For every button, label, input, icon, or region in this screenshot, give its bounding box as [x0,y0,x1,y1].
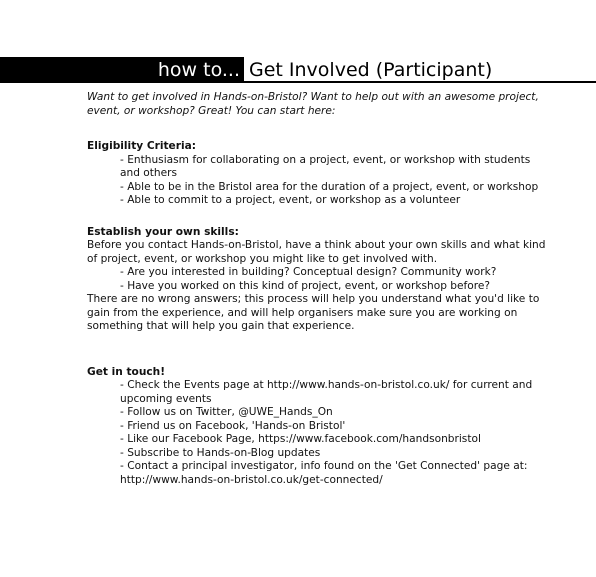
list-item: - Able to commit to a project, event, or workshop as a volunteer [120,194,461,206]
document-body [87,91,547,487]
title-black-block [0,57,244,83]
intro-text: Want to get involved in Hands-on-Bristol? Want to help out with an awesome project, event, or workshop? Great! You can start here: [87,91,539,117]
skills-intro: Before you contact Hands-on-Bristol, have a think about your own skills and what kind of project, event, or workshop you might like to get involved with. [87,239,546,265]
spacer [87,208,547,226]
list-item: - Like our Facebook Page, https://www.facebook.com/handsonbristol [120,433,481,445]
title-prefix: how to... [157,59,240,81]
contact-heading: Get in touch! [87,365,166,378]
list-item: - Follow us on Twitter, @UWE_Hands_On [120,406,333,418]
list-item: - Able to be in the Bristol area for the duration of a project, event, or workshop [120,180,539,193]
eligibility-list [87,154,547,208]
page-title: Get Involved (Participant) [249,59,493,81]
contact-list [87,379,547,487]
title-bar [0,57,596,83]
list-item: - Check the Events page at http://www.hands-on-bristol.co.uk/ for current and upcoming events [120,379,533,405]
list-item: - Have you worked on this kind of project, event, or workshop before? [120,279,490,292]
skills-outro: There are no wrong answers; this process will help you understand what you'd like to gain from the experience, and will help organisers make sure you are working on something that will help you gain that experience. [87,293,540,332]
eligibility-heading: Eligibility Criteria: [87,140,196,152]
list-item: - Enthusiasm for collaborating on a project, event, or workshop with students and others [120,153,531,179]
skills-list [87,266,547,293]
list-item: - Contact a principal investigator, info found on the 'Get Connected' page at: http://www.hands-on-bristol.co.uk/get-connected/ [120,460,528,486]
spacer [87,118,547,140]
list-item: - Subscribe to Hands-on-Blog updates [120,446,321,459]
list-item: - Are you interested in building? Conceptual design? Community work? [120,266,497,278]
list-item: - Friend us on Facebook, 'Hands-on Bristol' [120,419,346,432]
spacer [87,334,547,366]
skills-heading: Establish your own skills: [87,225,239,238]
